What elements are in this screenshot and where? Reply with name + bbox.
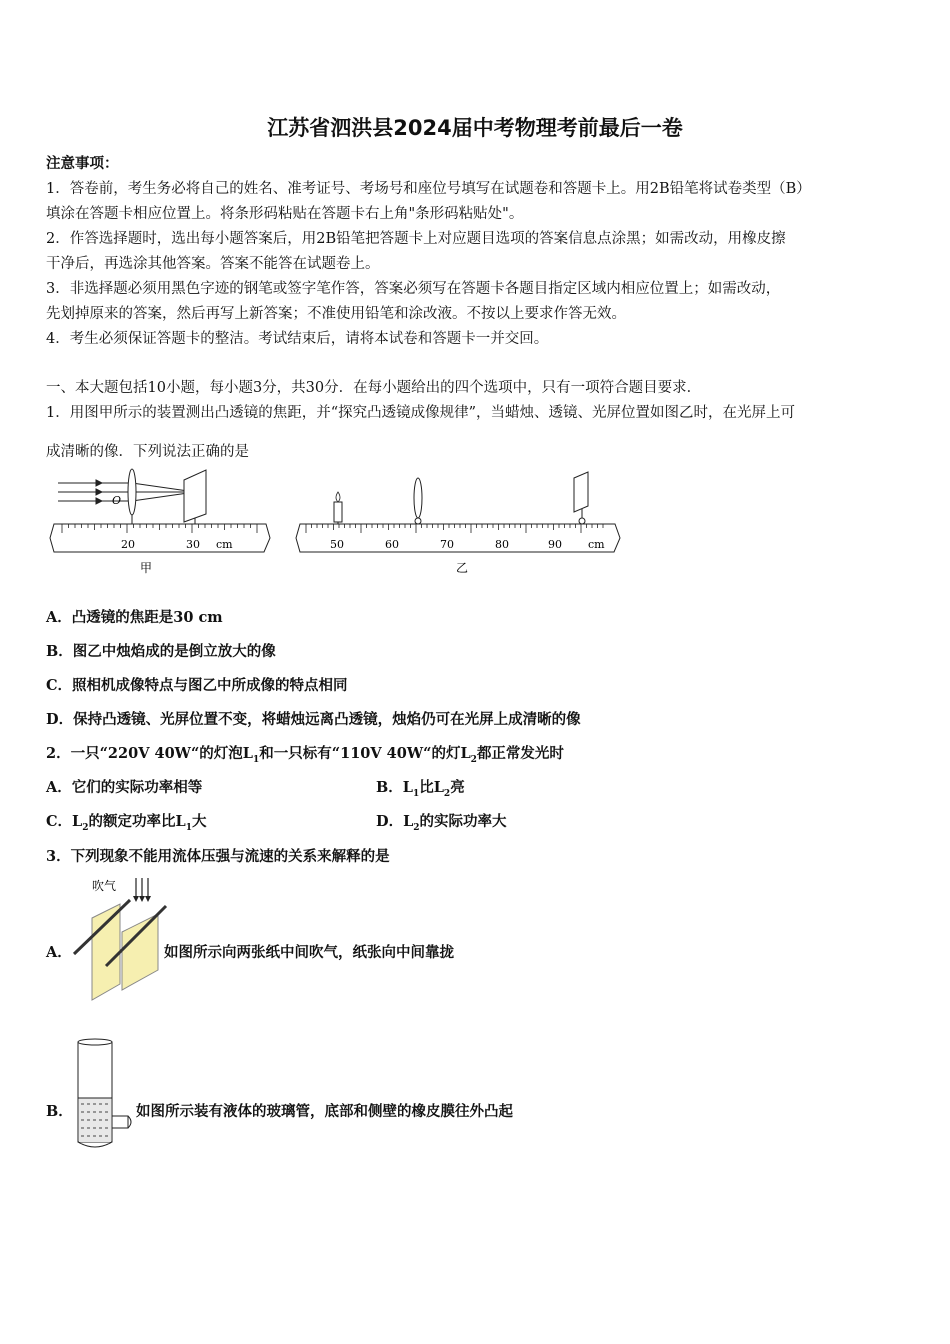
- question-3-option-a-text: 如图所示向两张纸中间吹气，纸张向中间靠拢: [164, 944, 454, 961]
- question-1-option-d: D．保持凸透镜、光屏位置不变，将蜡烛远离凸透镜，烛焰仍可在光屏上成清晰的像: [46, 711, 581, 728]
- question-1-option-c: C．照相机成像特点与图乙中所成像的特点相同: [46, 677, 348, 694]
- notice-line: 干净后，再选涂其他答案。答案不能答在试题卷上。: [46, 256, 380, 272]
- blow-label: 吹气: [92, 879, 117, 893]
- question-1-stem: 1．用图甲所示的装置测出凸透镜的焦距，并“探究凸透镜成像规律”，当蜡烛、透镜、光屏位置如图乙时，在光屏上可: [46, 405, 796, 421]
- section-heading: 一、本大题包括10小题，每小题3分，共30分．在每小题给出的四个选项中，只有一项符合题目要求．: [46, 380, 702, 396]
- page-title: 江苏省泗洪县2024届中考物理考前最后一卷: [267, 116, 683, 140]
- notice-line: 1．答卷前，考生务必将自己的姓名、准考证号、考场号和座位号填写在试题卷和答题卡上。用2B铅笔将试卷类型（B）: [46, 181, 811, 197]
- lens-icon: [414, 478, 422, 528]
- question-3-option-a-letter: A．: [46, 944, 72, 961]
- question-3-stem: 3．下列现象不能用流体压强与流速的关系来解释的是: [46, 848, 390, 865]
- question-1-stem-cont: 成清晰的像．下列说法正确的是: [46, 444, 249, 460]
- notice-heading: 注意事项：: [46, 155, 119, 172]
- figure-yi: [290, 466, 630, 578]
- lens-center-label: O: [112, 494, 122, 507]
- question-2-option-d: D．$L_2$的实际功率大: [376, 813, 507, 833]
- paper-sheet: [92, 904, 120, 1000]
- ruler-label: 70: [440, 538, 454, 551]
- candle-icon: [334, 492, 342, 528]
- ruler-label: 60: [385, 538, 399, 551]
- question-2-stem: 2．一只“220V 40W“的灯泡$L_1$和一只标有“110V 40W“的灯$L_2$都正常发光时: [46, 745, 564, 765]
- screen-icon: [574, 472, 588, 528]
- ruler-label: 90: [548, 538, 562, 551]
- notice-line: 先划掉原来的答案，然后再写上新答案；不准使用铅笔和涂改液。不按以上要求作答无效。: [46, 306, 626, 322]
- figure-jia: [44, 466, 274, 578]
- notice-line: 填涂在答题卡相应位置上。将条形码粘贴在答题卡右上角"条形码粘贴处"。: [46, 206, 524, 222]
- question-2-option-c: C．$L_2$的额定功率比$L_1$大: [46, 813, 207, 833]
- notice-line: 3．非选择题必须用黑色字迹的钢笔或签字笔作答，答案必须写在答题卡各题目指定区域内相应位置上；如需改动，: [46, 281, 781, 297]
- question-2-option-a: A．它们的实际功率相等: [46, 779, 203, 796]
- notice-line: 2．作答选择题时，选出每小题答案后，用2B铅笔把答题卡上对应题目选项的答案信息点涂黑；如需改动，用橡皮擦: [46, 231, 786, 247]
- paper-sheet: [122, 914, 158, 990]
- screen-icon: [184, 470, 206, 522]
- notice-line: 4．考生必须保证答题卡的整洁。考试结束后，请将本试卷和答题卡一并交回。: [46, 331, 549, 347]
- figure-caption: 甲: [140, 561, 153, 575]
- question-3-option-b-letter: B．: [46, 1103, 73, 1120]
- ruler-label: 30: [186, 538, 200, 551]
- question-1-option-b: B．图乙中烛焰成的是倒立放大的像: [46, 643, 276, 660]
- question-3-option-b-text: 如图所示装有液体的玻璃管，底部和侧壁的橡皮膜往外凸起: [136, 1103, 513, 1120]
- ruler-label: 80: [495, 538, 509, 551]
- paper-blow-figure: [70, 874, 170, 1004]
- ruler-label: 20: [121, 538, 135, 551]
- ruler-label: 50: [330, 538, 344, 551]
- ruler-unit: cm: [216, 538, 233, 551]
- figure-caption: 乙: [456, 561, 469, 575]
- question-1-option-a: A．凸透镜的焦距是30 cm: [46, 609, 223, 626]
- glass-tube-figure: [70, 1036, 136, 1158]
- lens-icon: [128, 469, 136, 515]
- ruler-unit: cm: [588, 538, 605, 551]
- question-2-option-b: B．$L_1$比$L_2$亮: [376, 779, 465, 799]
